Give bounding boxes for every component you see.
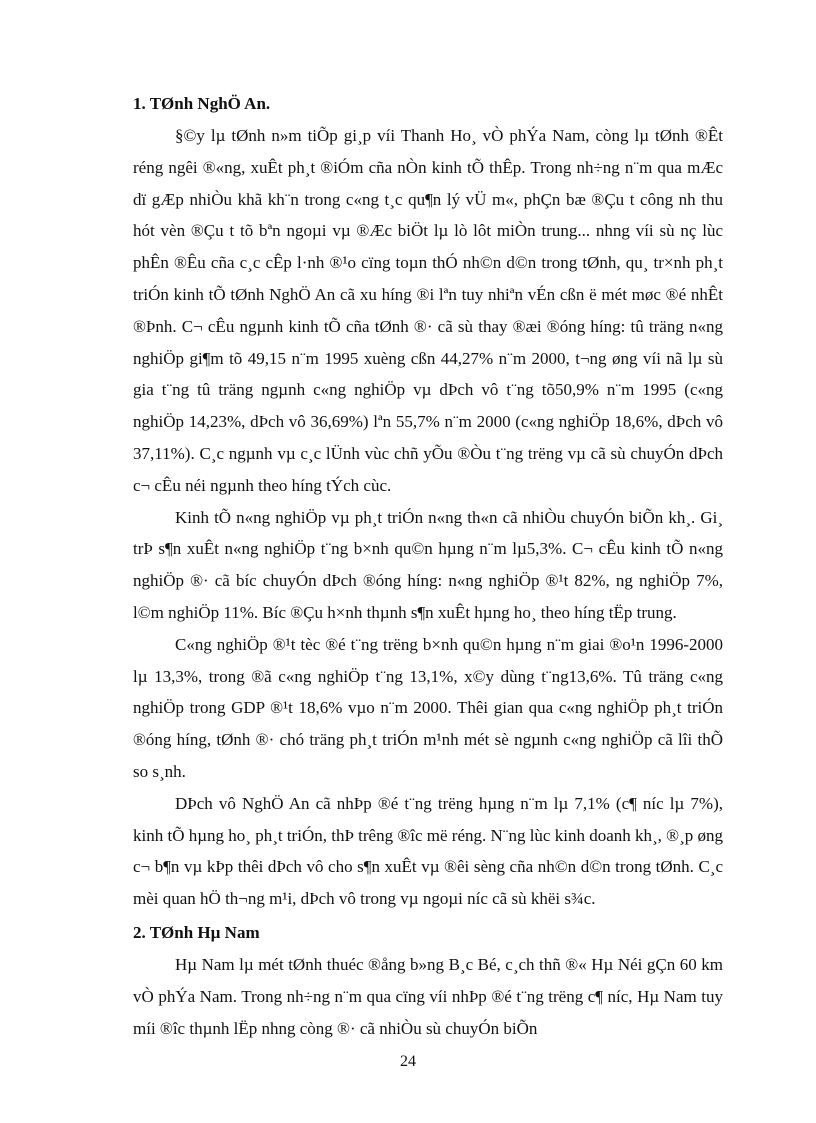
page-content xyxy=(133,92,723,1044)
section-heading-1: 1. TØnh NghÖ An. xyxy=(133,94,271,113)
paragraph-2: Kinh tÕ n«ng nghiÖp vµ ph¸t triÓn n«ng th«n cã nhiÒu chuyÓn biÕn kh¸. Gi¸ trÞ s¶n xuÊt n«ng nghiÖp t¨ng b×nh qu©n hµng n¨m lµ5,3%. C¬ cÊu kinh tÕ n«ng nghiÖp ®· cã bíc chuyÓn dÞch ®óng híng: n«ng nghiÖp ®¹t 82%, ng nghiÖp 7%, l©m nghiÖp 11%. Bíc ®Çu h×nh thµnh s¶n xuÊt hµng ho¸ theo híng tËp trung. xyxy=(133,507,723,622)
page-number: 24 xyxy=(400,1053,416,1070)
paragraph-4: DÞch vô NghÖ An cã nhÞp ®é t¨ng trëng hµng n¨m lµ 7,1% (c¶ níc lµ 7%), kinh tÕ hµng ho¸ ph¸t triÓn, thÞ trêng ®îc më réng. N¨ng lùc kinh doanh kh¸, ®¸p øng c¬ b¶n vµ kÞp thêi dÞch vô cho s¶n xuÊt vµ ®êi sèng cña nh©n d©n trong tØnh. C¸c mèi quan hÖ th¬ng m¹i, dÞch vô trong vµ ngoµi níc cã sù khëi s¾c. xyxy=(133,793,723,909)
section-heading-2: 2. TØnh Hµ Nam xyxy=(133,922,260,942)
paragraph-5: Hµ Nam lµ mét tØnh thuéc ®ång b»ng B¸c Bé, c¸ch thñ ®« Hµ Néi gÇn 60 km vÒ phÝa Nam. Trong nh÷ng n¨m qua cïng víi nhÞp ®é t¨ng trëng c¶ níc, Hµ Nam tuy míi ®îc thµnh lËp nhng còng ®· cã nhiÒu sù chuyÓn biÕn xyxy=(133,954,723,1038)
paragraph-1: §©y lµ tØnh n»m tiÕp gi¸p víi Thanh Ho¸ vÒ phÝa Nam, còng lµ tØnh ®Êt réng ngêi ®«ng, xuÊt ph¸t ®iÓm cña nÒn kinh tÕ thÊp. Trong nh÷ng n¨m qua mÆc dï gÆp nhiÒu khã kh¨n trong c«ng t¸c qu¶n lý vÜ m«, phÇn bæ ®Çu t công nh thu hót vèn ®Çu t tõ bªn ngoµi vµ ®Æc biÖt lµ lò lôt miÒn trung... nhng víi sù nç lùc phÊn ®Êu cña c¸c cÊp l·nh ®¹o cïng toµn thÓ nh©n d©n trong tØnh, qu¸ tr×nh ph¸t triÓn kinh tÕ tØnh NghÖ An cã xu híng ®i lªn tuy nhiªn vÉn cßn ë mét møc ®é nhÊt ®Þnh. C¬ cÊu ngµnh kinh tÕ cña tØnh ®· cã sù thay ®æi ®óng híng: tû träng n«ng nghiÖp gi¶m tõ 49,15 n¨m 1995 xuèng cßn 44,27% n¨m 2000, t¬ng øng víi nã lµ sù gia t¨ng tû träng ngµnh c«ng nghiÖp vµ dÞch vô t¨ng tõ50,9% n¨m 1995 (c«ng nghiÖp 14,23%, dÞch vô 36,69%) lªn 55,7% n¨m 2000 (c«ng nghiÖp 18,6%, dÞch vô 37,11%). C¸c ngµnh vµ c¸c lÜnh vùc chñ yÕu ®Òu t¨ng trëng vµ cã sù chuyÓn dÞch c¬ cÊu néi ngµnh theo híng tÝch cùc. xyxy=(133,126,723,495)
paragraph-3: C«ng nghiÖp ®¹t tèc ®é t¨ng trëng b×nh qu©n hµng n¨m giai ®o¹n 1996-2000 lµ 13,3%, trong ®ã c«ng nghiÖp t¨ng 13,1%, x©y dùng t¨ng13,6%. Tû träng c«ng nghiÖp trong GDP ®¹t 18,6% vµo n¨m 2000. Thêi gian qua c«ng nghiÖp ph¸t triÓn ®óng híng, tØnh ®· chó träng ph¸t triÓn m¹nh mét sè ngµnh c«ng nghiÖp cã lîi thÕ so s¸nh. xyxy=(133,634,723,781)
